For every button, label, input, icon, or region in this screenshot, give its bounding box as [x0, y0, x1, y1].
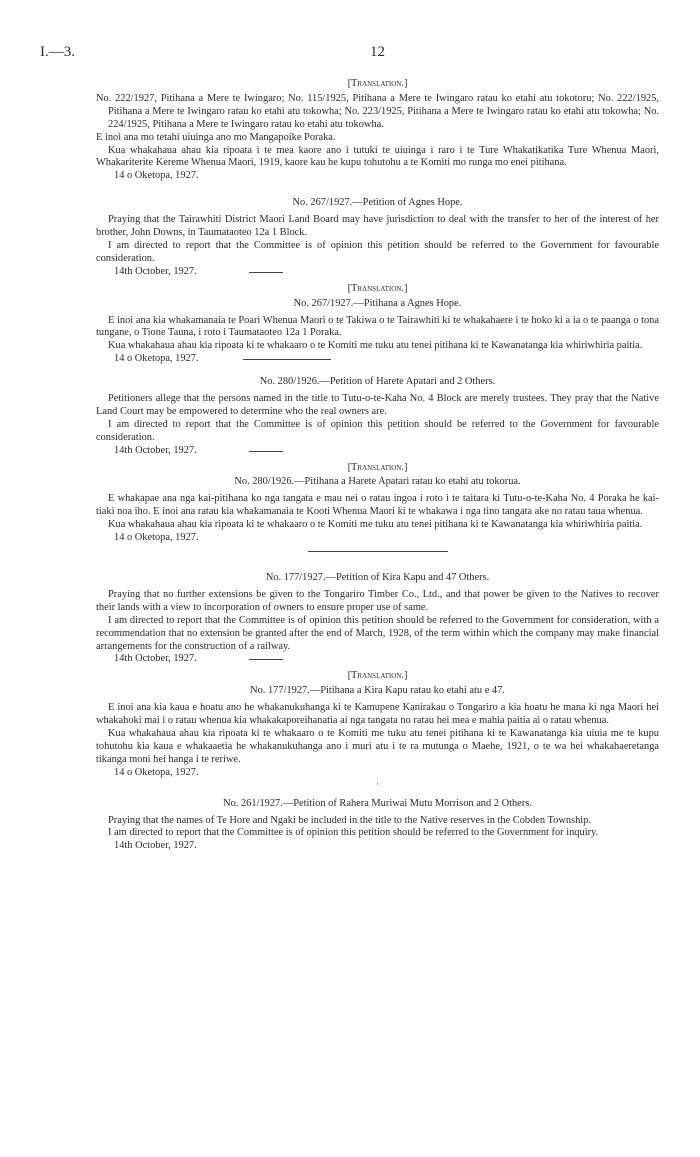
petition-heading: No. 177/1927.—Pitihana a Kira Kapu ratau ko etahi atu e 47.	[250, 685, 505, 697]
prayer-text: Praying that no further extensions be given to the Tongariro Timber Co., Ltd., and that power be given to the Natives to recover their lands with a view to incorporation of owners to ensure proper use of same.	[96, 588, 659, 613]
petition-heading: No. 267/1927.—Petition of Agnes Hope.	[292, 197, 463, 209]
petition-heading: No. 177/1927.—Petition of Kira Kapu and 47 Others.	[265, 572, 490, 583]
petition-list: No. 222/1927, Pitihana a Mere te Iwingaro; No. 115/1925, Pitihana a Mere te Iwingaro ratau ko etahi atu tokotoru; No. 222/1925, Pitihana a Mere te Iwingaro ratau ko etahi atu tokowha; No. 223/1925, Pitihana a Mere te Iwingaro ratau ko etahi atu tokowha; No. 224/1925, Pitihana a Mere te Iwingaro ratau ko etahi atu tokowha.	[96, 92, 659, 130]
report-text: Kua whakahaua ahau kia ripoata ki te whakaaro o te Komiti me tuku atu tenei pitihana ki te Kawanatanga kia uiuia me te kupu tohutohu kia kaua e whakaaetia he whakanukuhanga ano i muri atu i te ra mutunga o Maehe, 1921, o te wa hei whakahaeretanga tikanga moni hei hanga i te reriwe.	[96, 727, 659, 765]
report-text: I am directed to report that the Committee is of opinion this petition should be referred to the Government for inquiry.	[108, 827, 599, 839]
date-line: 14 o Oketopa, 1927.	[114, 532, 199, 544]
divider	[249, 272, 283, 273]
section-divider	[308, 551, 448, 552]
page-content	[96, 78, 659, 853]
report-text: I am directed to report that the Committee is of opinion this petition should be referred to the Government for favourable consideration.	[96, 239, 659, 264]
translation-label: [Translation.]	[347, 670, 408, 682]
divider	[249, 451, 283, 452]
date-line: 14 o Oketopa, 1927.	[114, 766, 199, 778]
section-translation-280	[96, 462, 659, 545]
translation-label: [Translation.]	[347, 78, 408, 89]
date-line: 14th October, 1927.	[114, 840, 197, 852]
section-petition-261	[96, 798, 659, 854]
running-head: I.—3.	[40, 44, 75, 60]
section-translation-mere-te-iwingaro	[96, 78, 659, 183]
petition-heading: No. 280/1926.—Petition of Harete Apatari and 2 Others.	[259, 376, 496, 388]
petition-heading: No. 261/1927.—Petition of Rahera Muriwai Mutu Morrison and 2 Others.	[223, 797, 532, 809]
report-text: Kua whakahaua ahau kia ripoata ki te whakaaro o te Komiti me tuku atu tenei pitihana ki te Kawanatanga kia whiriwhiria paitia.	[108, 340, 643, 352]
petition-heading: No. 280/1926.—Pitihana a Harete Apatari ratau ko etahi atu tokorua.	[234, 476, 521, 488]
dot-divider: ·	[376, 778, 379, 789]
date-line: 14 o Oketopa, 1927.	[114, 353, 199, 365]
prayer-text: E whakapae ana nga kai-pitihana ko nga tangata e mau nei o ratau ingoa i roto i te taitara ki Tutu-o-te-Kaha No. 4 Poraka he kai-tiaki noa iho. E inoi ana ratau kia whakamanaia te Kooti Whenua Maori ki te whakawa i nga tino tangata ake no ratau taua whenua.	[96, 493, 659, 518]
prayer-text: E inoi ana kia kaua e hoatu ano he whakanukuhanga ki te Kamupene Kanirakau o Tongariro a kia hoatu he mana ki nga Maori hei whakahoki mai i o ratau whenua kia whakakaporeihanatia ai nga tangata no ratau hei mea e mahia paitia ai o ratau whenua.	[96, 702, 659, 727]
divider	[243, 359, 331, 360]
prayer-text: Petitioners allege that the persons named in the title to Tutu-o-te-Kaha No. 4 Block are merely trustees. They pray that the Native Land Court may be empowered to determine who the real owners are.	[96, 393, 659, 417]
prayer-text: Praying that the names of Te Hore and Ngaki be included in the title to the Native reserves in the Cobden Township.	[108, 814, 591, 826]
report-text: Kua whakahaua ahau kia ripoata i te mea kaore ano i tutuki te uiuinga i raro i te Ture Whakatikatika Ture Whenua Maori, Whakariterite Kereme Whenua Maori, 1919, kaore kau he kupu tohutohu a te Komiti mo runga mo enei pitihana.	[96, 144, 659, 169]
section-petition-267	[96, 197, 659, 278]
prayer-text: E inoi ana kia whakamanaia te Poari Whenua Maori o te Takiwa o te Tairawhiti ki te whakahaere i te hoko ki a ia o te paanga o tona tungane, o Tione Tauna, i roto i Taumataoteo 12a 1 Poraka.	[96, 314, 659, 339]
date-line: 14th October, 1927.	[114, 444, 197, 456]
report-text: I am directed to report that the Committee is of opinion this petition should be referred to the Government for consideration, with a recommendation that no extension be granted after the end of March, 1928, of the term within which the company may make financial arrangements for the construction of a railway.	[96, 614, 659, 652]
translation-label: [Translation.]	[347, 282, 408, 294]
report-text: Kua whakahaua ahau kia ripoata ki te whakaaro o te Komiti me tuku atu tenei pitihana ki te Kawanatanga kia whiriwhiria paitia.	[108, 519, 643, 531]
page-number: 12	[370, 44, 385, 60]
section-translation-177	[96, 670, 659, 779]
translation-label: [Translation.]	[347, 461, 408, 473]
date-line: 14th October, 1927.	[114, 265, 197, 277]
date-line: 14 o Oketopa, 1927.	[114, 170, 199, 182]
divider	[249, 659, 283, 660]
date-line: 14th October, 1927.	[114, 653, 197, 665]
prayer-text: Praying that the Tairawhiti District Maori Land Board may have jurisdiction to deal with the transfer to her of the interest of her brother, John Downs, in Taumataoteo 12a 1 Block.	[96, 214, 659, 239]
petition-heading: No. 267/1927.—Pitihana a Agnes Hope.	[293, 297, 462, 309]
report-text: I am directed to report that the Committee is of opinion this petition should be referred to the Government for favourable consideration.	[96, 418, 659, 443]
prayer-text: E inoi ana mo tetahi uiuinga ano mo Mangapoike Poraka.	[96, 131, 336, 143]
section-petition-280	[96, 376, 659, 457]
section-translation-267	[96, 283, 659, 366]
section-petition-177	[96, 572, 659, 666]
